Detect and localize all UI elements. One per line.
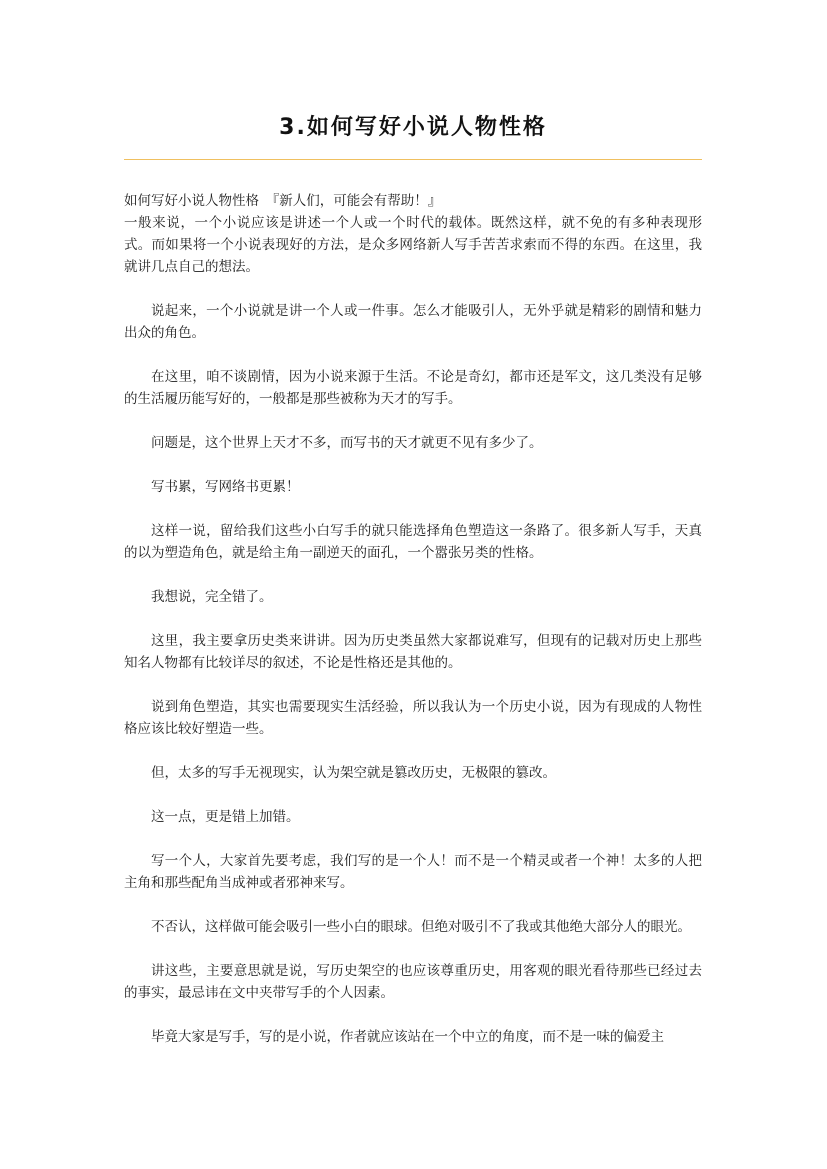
- paragraph: 问题是，这个世界上天才不多，而写书的天才就更不见有多少了。: [151, 435, 543, 451]
- paragraph: 这里，我主要拿历史类来讲讲。因为历史类虽然大家都说难写，但现有的记载对历史上那些知名人物都有比较详尽的叙述，不论是性格还是其他的。: [124, 633, 702, 671]
- paragraph: 不否认，这样做可能会吸引一些小白的眼球。但绝对吸引不了我或其他绝大部分人的眼光。: [151, 919, 691, 935]
- paragraph: 毕竟大家是写手，写的是小说，作者就应该站在一个中立的角度，而不是一味的偏爱主: [151, 1029, 664, 1045]
- paragraph: 这一点，更是错上加错。: [151, 809, 300, 825]
- paragraph: 写书累，写网络书更累！: [151, 479, 300, 495]
- paragraph: 说到角色塑造，其实也需要现实生活经验，所以我认为一个历史小说，因为有现成的人物性格应该比较好塑造一些。: [124, 699, 702, 737]
- paragraph: 在这里，咱不谈剧情，因为小说来源于生活。不论是奇幻，都市还是军文，这几类没有足够的生活履历能写好的，一般都是那些被称为天才的写手。: [124, 369, 702, 407]
- paragraph: 写一个人，大家首先要考虑，我们写的是一个人！而不是一个精灵或者一个神！太多的人把主角和那些配角当成神或者邪神来写。: [124, 853, 702, 891]
- paragraph: 这样一说，留给我们这些小白写手的就只能选择角色塑造这一条路了。很多新人写手，天真的以为塑造角色，就是给主角一副逆天的面孔，一个嚣张另类的性格。: [124, 523, 702, 561]
- paragraph-heading-line: 如何写好小说人物性格 『新人们，可能会有帮助！』: [124, 193, 442, 209]
- title-divider: [124, 159, 702, 160]
- paragraph: 讲这些，主要意思就是说，写历史架空的也应该尊重历史，用客观的眼光看待那些已经过去的事实，最忌讳在文中夹带写手的个人因素。: [124, 963, 702, 1001]
- paragraph: 我想说，完全错了。: [151, 589, 273, 605]
- paragraph: 一般来说，一个小说应该是讲述一个人或一个时代的载体。既然这样，就不免的有多种表现形式。而如果将一个小说表现好的方法，是众多网络新人写手苦苦求索而不得的东西。在这里，我就讲几点自己的想法。: [124, 215, 702, 275]
- document-body: [124, 190, 702, 1070]
- paragraph: 但，太多的写手无视现实，认为架空就是篡改历史，无极限的篡改。: [151, 765, 556, 781]
- document-title: 3.如何写好小说人物性格: [279, 115, 547, 140]
- paragraph: 说起来，一个小说就是讲一个人或一件事。怎么才能吸引人，无外乎就是精彩的剧情和魅力出众的角色。: [124, 303, 702, 341]
